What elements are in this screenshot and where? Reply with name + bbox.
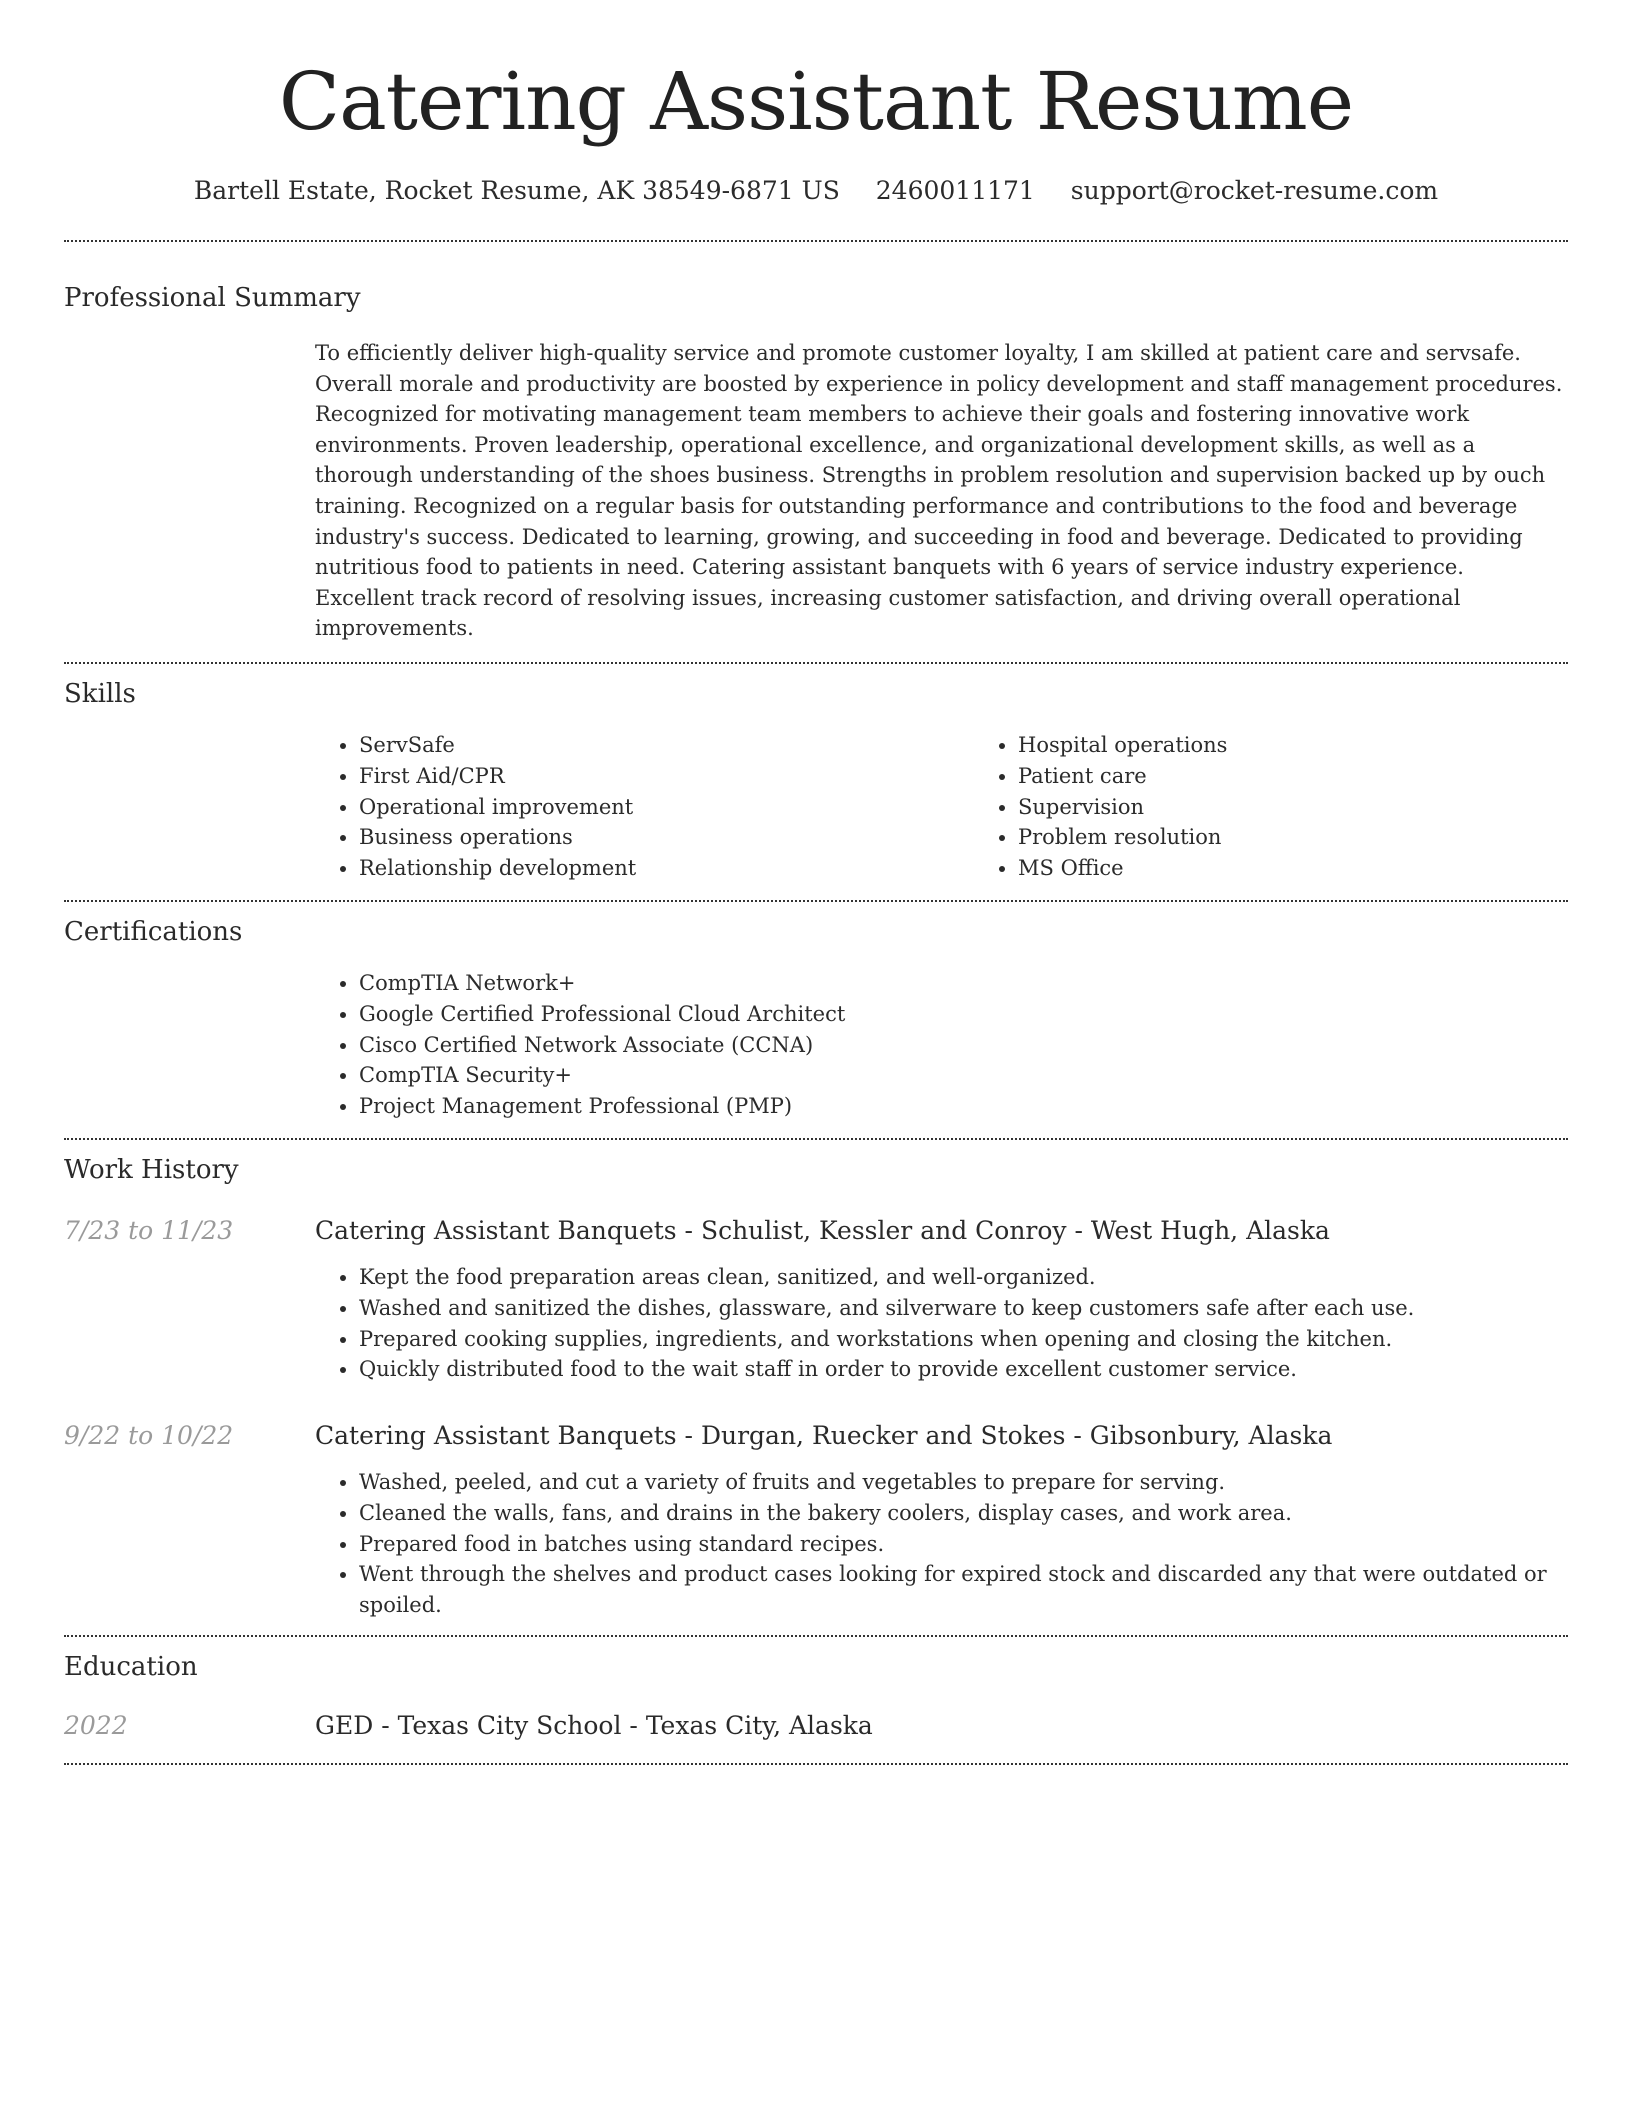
skills-list-left <box>315 730 974 884</box>
job-entry <box>64 1419 1568 1621</box>
duty-item: • Prepared food in batches using standard recipes. <box>359 1529 1568 1560</box>
skills-list-right <box>974 730 1632 884</box>
certification-item: • Google Certified Professional Cloud Architect <box>359 999 1568 1030</box>
divider <box>64 1763 1568 1765</box>
skill-item: • First Aid/CPR <box>359 761 974 792</box>
job-title: Catering Assistant Banquets - Schulist, Kessler and Conroy - West Hugh, Alaska <box>315 1215 1330 1245</box>
job-dates: 9/22 to 10/22 <box>64 1421 234 1451</box>
job-duties <box>315 1467 1568 1621</box>
education-year: 2022 <box>64 1711 128 1741</box>
duty-item: • Kept the food preparation areas clean, sanitized, and well-organized. <box>359 1262 1568 1293</box>
skill-item: • ServSafe <box>359 730 974 761</box>
skill-item: • Patient care <box>1018 761 1632 792</box>
duty-item: • Prepared cooking supplies, ingredients, and workstations when opening and closing the kitchen. <box>359 1324 1568 1355</box>
summary-text: To efficiently deliver high-quality service and promote customer loyalty, I am skilled at patient care and servsafe. Overall morale and productivity are boosted by experience in policy development and staff management procedures. Recognized for motivating management team members to achieve their goals and fostering innovative work environments. Proven leadership, operational excellence, and organizational development skills, as well as a thorough understanding of the shoes business. Strengths in problem resolution and supervision backed up by ouch training. Recognized on a regular basis for outstanding performance and contributions to the food and beverage industry's success. Dedicated to learning, growing, and succeeding in food and beverage. Dedicated to providing nutritious food to patients in need. Catering assistant banquets with 6 years of service industry experience. Excellent track record of resolving issues, increasing customer satisfaction, and driving overall operational improvements. <box>315 341 1563 641</box>
certification-item: • Cisco Certified Network Associate (CCNA) <box>359 1030 1568 1061</box>
work-history-heading: Work History <box>64 1154 239 1185</box>
certification-item: • CompTIA Network+ <box>359 968 1568 999</box>
duty-item: • Cleaned the walls, fans, and drains in the bakery coolers, display cases, and work area. <box>359 1498 1568 1529</box>
job-title: Catering Assistant Banquets - Durgan, Ruecker and Stokes - Gibsonbury, Alaska <box>315 1421 1333 1451</box>
skill-item: • Hospital operations <box>1018 730 1632 761</box>
education-detail: GED - Texas City School - Texas City, Alaska <box>315 1711 873 1741</box>
job-dates: 7/23 to 11/23 <box>64 1215 234 1245</box>
contact-line <box>64 174 1568 208</box>
education-entry <box>64 1709 1568 1743</box>
skill-item: • Operational improvement <box>359 792 974 823</box>
certification-item: • Project Management Professional (PMP) <box>359 1091 1568 1122</box>
duty-item: • Washed and sanitized the dishes, glassware, and silverware to keep customers safe after each use. <box>359 1293 1568 1324</box>
job-duties <box>315 1262 1568 1385</box>
job-entry <box>64 1214 1568 1385</box>
resume-title: Catering Assistant Resume <box>278 55 1354 148</box>
education-section <box>64 1637 1568 1743</box>
skills-section <box>64 664 1568 884</box>
skill-item: • Business operations <box>359 822 974 853</box>
duty-item: • Washed, peeled, and cut a variety of fruits and vegetables to prepare for serving. <box>359 1467 1568 1498</box>
certifications-heading: Certifications <box>64 916 243 947</box>
skill-item: • Problem resolution <box>1018 822 1632 853</box>
skill-item: • MS Office <box>1018 853 1632 884</box>
certification-item: • CompTIA Security+ <box>359 1060 1568 1091</box>
certifications-list <box>315 968 1568 1122</box>
skill-item: • Relationship development <box>359 853 974 884</box>
contact-email: support@rocket-resume.com <box>1070 176 1439 205</box>
education-heading: Education <box>64 1652 198 1683</box>
skill-item: • Supervision <box>1018 792 1632 823</box>
duty-item: • Went through the shelves and product cases looking for expired stock and discarded any that were outdated or spoiled. <box>359 1559 1568 1621</box>
summary-heading: Professional Summary <box>64 283 361 313</box>
skills-heading: Skills <box>64 678 136 709</box>
summary-section <box>64 242 1568 644</box>
contact-phone: 2460011171 <box>875 176 1035 205</box>
certifications-section <box>64 902 1568 1122</box>
contact-address: Bartell Estate, Rocket Resume, AK 38549-6871 US <box>193 176 840 205</box>
work-history-section <box>64 1140 1568 1621</box>
duty-item: • Quickly distributed food to the wait staff in order to provide excellent customer service. <box>359 1354 1568 1385</box>
